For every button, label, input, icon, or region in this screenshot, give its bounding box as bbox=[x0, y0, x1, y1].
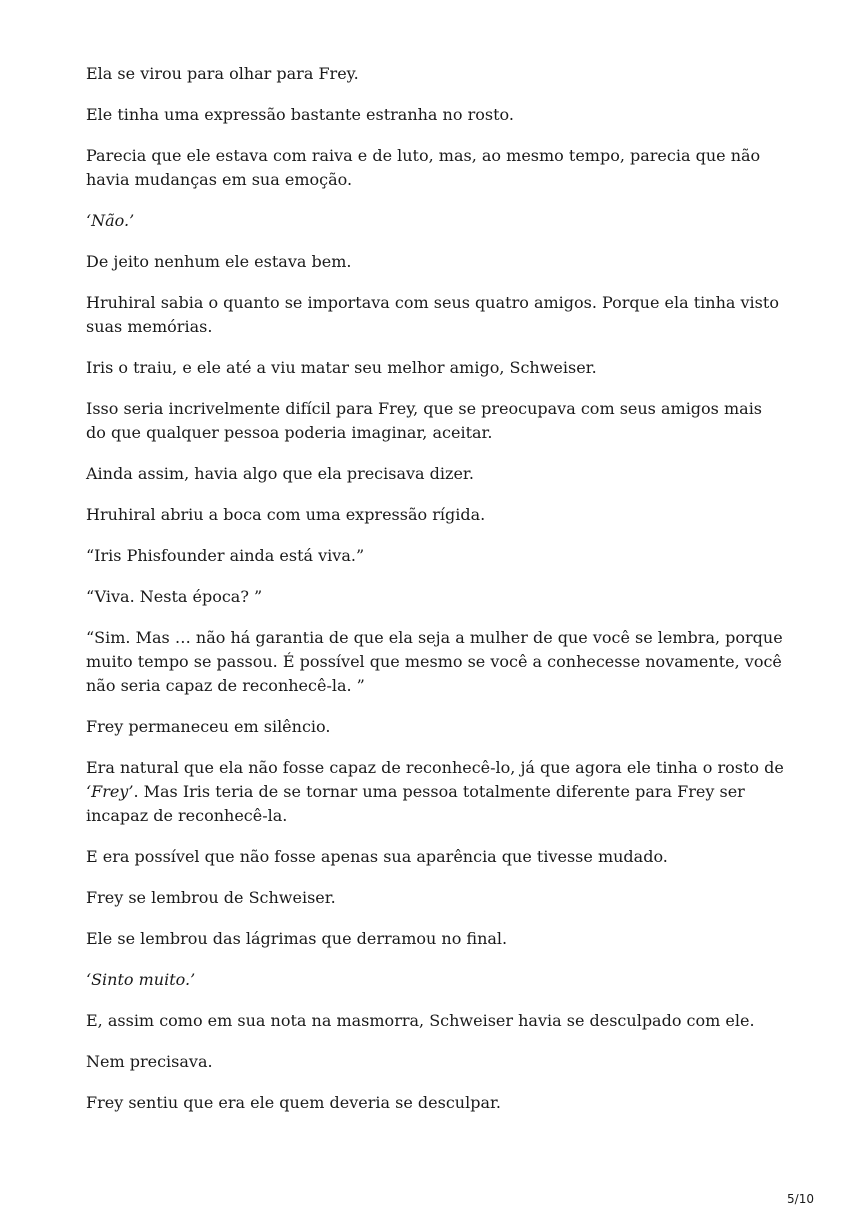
paragraph-dialogue: “Sim. Mas … não há garantia de que ela seja a mulher de que você se lembra, porque muito tempo se passou. É possível que mesmo se você a conhecesse novamente, você não seria capaz de reconhecê-la. ” bbox=[86, 628, 783, 695]
paragraph-dialogue: “Viva. Nesta época? ” bbox=[86, 587, 263, 606]
paragraph: Hruhiral abriu a boca com uma expressão rígida. bbox=[86, 505, 486, 524]
paragraph-italic-thought: ‘Sinto muito.’ bbox=[86, 970, 196, 989]
paragraph: Parecia que ele estava com raiva e de luto, mas, ao mesmo tempo, parecia que não havia mudanças em sua emoção. bbox=[86, 146, 761, 189]
paragraph: Ele se lembrou das lágrimas que derramou no final. bbox=[86, 929, 508, 948]
paragraph: E era possível que não fosse apenas sua aparência que tivesse mudado. bbox=[86, 847, 668, 866]
paragraph: De jeito nenhum ele estava bem. bbox=[86, 252, 352, 271]
paragraph: Ela se virou para olhar para Frey. bbox=[86, 64, 359, 83]
paragraph: Iris o traiu, e ele até a viu matar seu melhor amigo, Schweiser. bbox=[86, 358, 597, 377]
paragraph: Ainda assim, havia algo que ela precisava dizer. bbox=[86, 464, 474, 483]
paragraph: Era natural que ela não fosse capaz de reconhecê-lo, já que agora ele tinha o rosto de ‘Frey’. Mas Iris teria de se tornar uma pessoa totalmente diferente para Frey ser incapaz de reconhecê-la. bbox=[86, 758, 784, 825]
page-number: 5/10 bbox=[787, 1192, 814, 1206]
paragraph: Frey se lembrou de Schweiser. bbox=[86, 888, 336, 907]
paragraph: Ele tinha uma expressão bastante estranha no rosto. bbox=[86, 105, 514, 124]
document-body bbox=[86, 62, 786, 1132]
paragraph: Nem precisava. bbox=[86, 1052, 213, 1071]
paragraph: Hruhiral sabia o quanto se importava com seus quatro amigos. Porque ela tinha visto suas memórias. bbox=[86, 293, 779, 336]
paragraph-dialogue: “Iris Phisfounder ainda está viva.” bbox=[86, 546, 365, 565]
paragraph: Isso seria incrivelmente difícil para Frey, que se preocupava com seus amigos mais do que qualquer pessoa poderia imaginar, aceitar. bbox=[86, 399, 763, 442]
paragraph-italic-thought: ‘Não.’ bbox=[86, 211, 135, 230]
paragraph: Frey permaneceu em silêncio. bbox=[86, 717, 331, 736]
paragraph: Frey sentiu que era ele quem deveria se desculpar. bbox=[86, 1093, 501, 1112]
paragraph: E, assim como em sua nota na masmorra, Schweiser havia se desculpado com ele. bbox=[86, 1011, 755, 1030]
